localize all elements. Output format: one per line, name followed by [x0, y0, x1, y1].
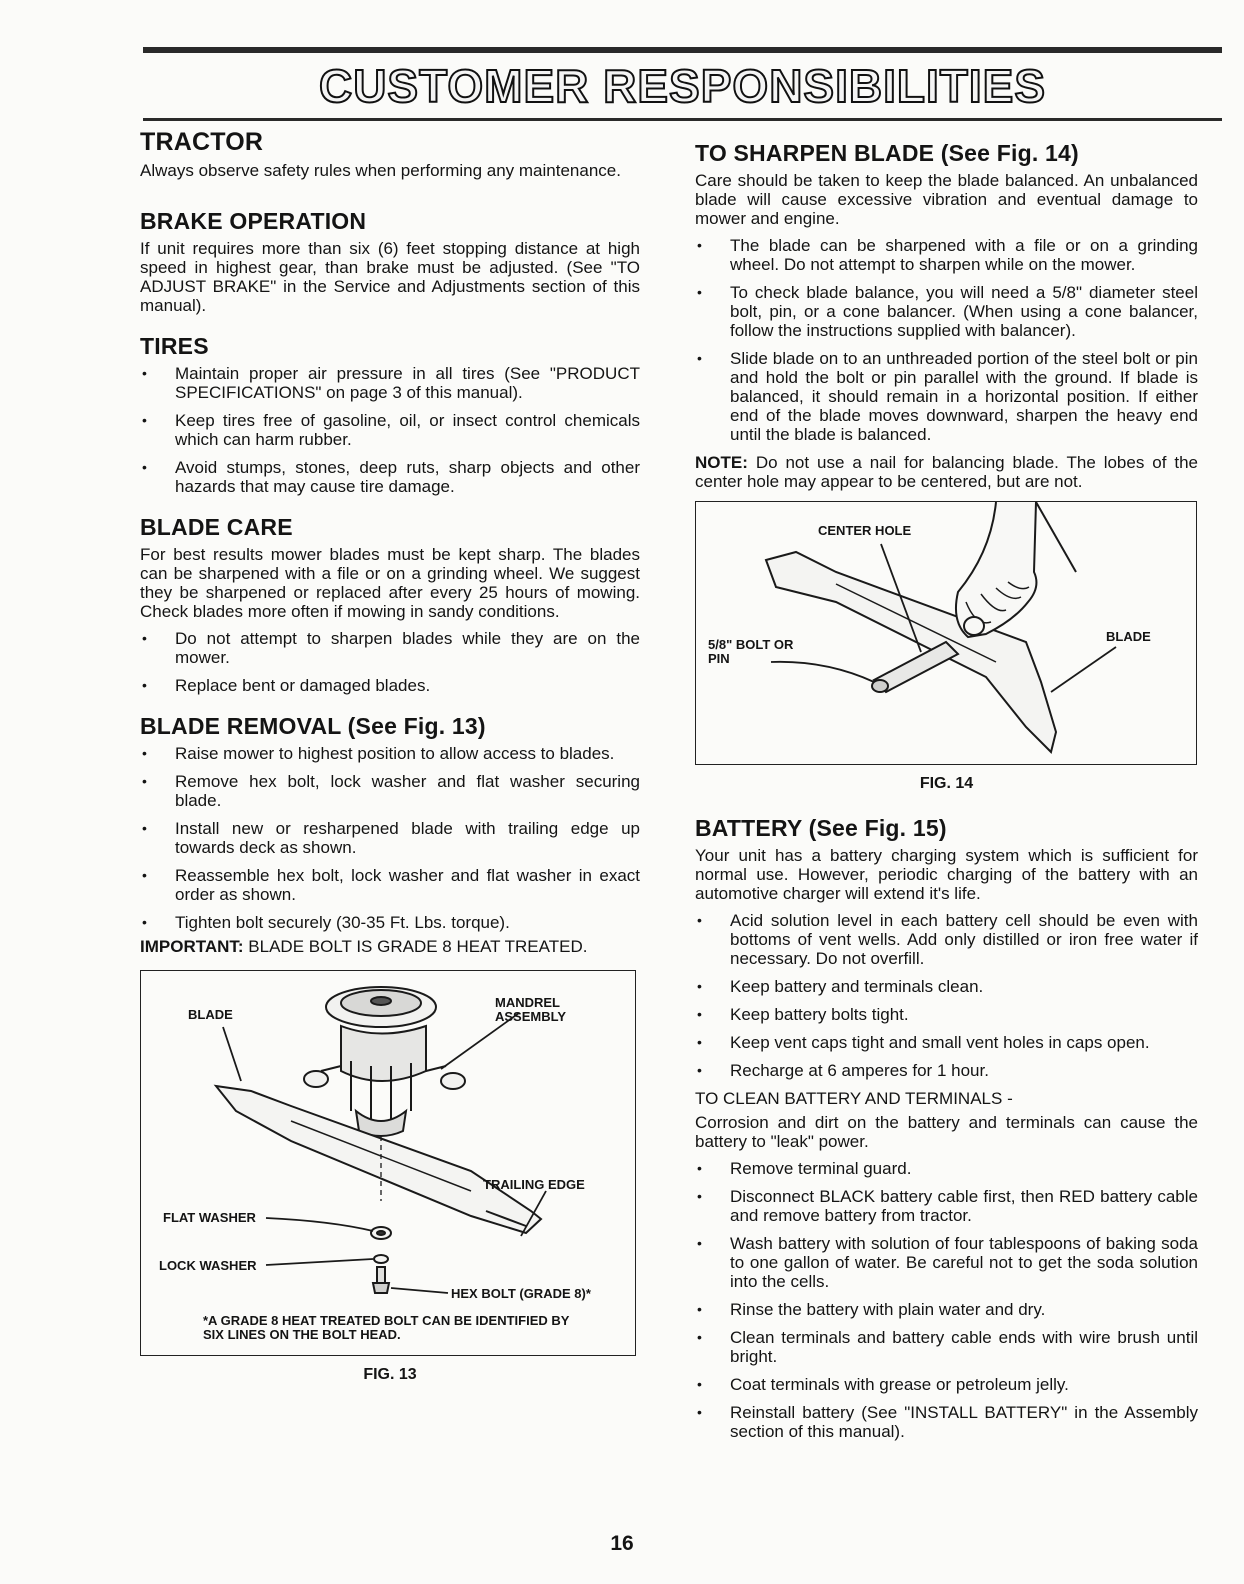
important-text: BLADE BOLT IS GRADE 8 HEAT TREATED. — [248, 937, 588, 956]
clean-battery-text: Corrosion and dirt on the battery and terminals can cause the battery to "leak" power. — [695, 1113, 1198, 1151]
blade-removal-list — [140, 744, 640, 932]
list-item: • Keep tires free of gasoline, oil, or insect control chemicals which can harm rubber. — [140, 411, 640, 449]
tires-heading: TIRES — [140, 333, 209, 359]
figure-14 — [695, 501, 1197, 765]
list-item: • Rinse the battery with plain water and dry. — [695, 1300, 1198, 1319]
page-number: 16 — [610, 1532, 634, 1555]
brake-text: If unit requires more than six (6) feet stopping distance at high speed in highest gear, than brake must be adjusted. (See "TO ADJUST BRAKE" in the Service and Adjustments section of this manual). — [140, 239, 640, 315]
list-item: • Avoid stumps, stones, deep ruts, sharp objects and other hazards that may cause tire damage. — [140, 458, 640, 496]
figure-13 — [140, 970, 636, 1356]
brake-section — [140, 208, 640, 315]
fig13-lock-washer-label: LOCK WASHER — [159, 1258, 257, 1273]
fig14-center-hole-label: CENTER HOLE — [818, 523, 912, 538]
note-text: Do not use a nail for balancing blade. The lobes of the center hole may appear to be centered, but are not. — [695, 453, 1198, 491]
clean-battery-list — [695, 1159, 1198, 1441]
battery-heading: BATTERY (See Fig. 15) — [695, 815, 947, 841]
list-item: • Install new or resharpened blade with trailing edge up towards deck as shown. — [140, 819, 640, 857]
list-item: • Recharge at 6 amperes for 1 hour. — [695, 1061, 1198, 1080]
note-label: NOTE: — [695, 453, 748, 472]
list-item: • Remove terminal guard. — [695, 1159, 1198, 1178]
fig13-mandrel-label: MANDREL ASSEMBLY — [495, 995, 567, 1024]
list-item: • Replace bent or damaged blades. — [140, 676, 640, 695]
list-item: • Disconnect BLACK battery cable first, then RED battery cable and remove battery from tractor. — [695, 1187, 1198, 1225]
top-rule — [143, 47, 1222, 53]
fig14-caption: FIG. 14 — [919, 775, 974, 792]
tractor-section — [140, 128, 640, 180]
battery-text: Your unit has a battery charging system which is sufficient for normal use. However, periodic charging of the battery with an automotive charger will extend it's life. — [695, 846, 1198, 903]
blade-care-section — [140, 514, 640, 695]
sharpen-note — [695, 453, 1198, 491]
list-item: • Coat terminals with grease or petroleum jelly. — [695, 1375, 1198, 1394]
sharpen-section — [695, 140, 1198, 491]
important-note — [140, 937, 640, 956]
list-item: • Keep battery and terminals clean. — [695, 977, 1198, 996]
right-column — [695, 140, 1198, 1459]
list-item: • To check blade balance, you will need a 5/8" diameter steel bolt, pin, or a cone balancer. (When using a cone balancer, follow the instructions supplied with balancer). — [695, 283, 1198, 340]
blade-removal-section — [140, 713, 640, 956]
left-column — [140, 128, 640, 1384]
list-item: • Raise mower to highest position to allow access to blades. — [140, 744, 640, 763]
tires-list — [140, 364, 640, 496]
sharpen-list — [695, 236, 1198, 444]
list-item: • The blade can be sharpened with a file or on a grinding wheel. Do not attempt to sharpen while on the mower. — [695, 236, 1198, 274]
fig13-trailing-edge-label: TRAILING EDGE — [483, 1177, 585, 1192]
fig14-blade-label: BLADE — [1106, 629, 1151, 644]
fig13-blade-label: BLADE — [188, 1007, 233, 1022]
fig13-hex-bolt-label: HEX BOLT (GRADE 8)* — [451, 1286, 591, 1301]
fig13-flat-washer-label: FLAT WASHER — [163, 1210, 256, 1225]
tractor-heading: TRACTOR — [140, 128, 264, 156]
fig14-bolt-label: 5/8" BOLT OR PIN — [708, 637, 794, 666]
list-item: • Keep battery bolts tight. — [695, 1005, 1198, 1024]
tires-section — [140, 333, 640, 496]
tractor-text: Always observe safety rules when performing any maintenance. — [140, 161, 621, 180]
clean-battery-heading: TO CLEAN BATTERY AND TERMINALS - — [695, 1089, 1013, 1108]
list-item: • Tighten bolt securely (30-35 Ft. Lbs. torque). — [140, 913, 640, 932]
list-item: • Acid solution level in each battery cell should be even with bottoms of vent wells. Add only distilled or iron free water if necessary. Do not overfill. — [695, 911, 1198, 968]
list-item: • Clean terminals and battery cable ends with wire brush until bright. — [695, 1328, 1198, 1366]
title-underline — [143, 118, 1222, 121]
list-item: • Maintain proper air pressure in all tires (See "PRODUCT SPECIFICATIONS" on page 3 of this manual). — [140, 364, 640, 402]
blade-care-heading: BLADE CARE — [140, 514, 293, 540]
fig13-caption: FIG. 13 — [363, 1366, 417, 1383]
list-item: • Wash battery with solution of four tablespoons of baking soda to one gallon of water. Be careful not to get the soda solution into the cells. — [695, 1234, 1198, 1291]
blade-care-list — [140, 629, 640, 695]
sharpen-text: Care should be taken to keep the blade balanced. An unbalanced blade will cause excessive vibration and eventual damage to mower and engine. — [695, 171, 1198, 228]
fig13-footnote: *A GRADE 8 HEAT TREATED BOLT CAN BE IDENTIFIED BY SIX LINES ON THE BOLT HEAD. — [203, 1313, 570, 1342]
list-item: • Slide blade on to an unthreaded portion of the steel bolt or pin and hold the bolt or pin parallel with the ground. If blade is balanced, it should remain in a horizontal position. If either end of the blade moves downward, sharpen the heavy end until the blade is balanced. — [695, 349, 1198, 444]
brake-heading: BRAKE OPERATION — [140, 208, 367, 234]
list-item: • Remove hex bolt, lock washer and flat washer securing blade. — [140, 772, 640, 810]
battery-list — [695, 911, 1198, 1080]
sharpen-heading: TO SHARPEN BLADE (See Fig. 14) — [695, 140, 1079, 166]
blade-removal-heading: BLADE REMOVAL (See Fig. 13) — [140, 713, 486, 739]
list-item: • Keep vent caps tight and small vent holes in caps open. — [695, 1033, 1198, 1052]
battery-section — [695, 815, 1198, 1441]
list-item: • Reinstall battery (See "INSTALL BATTERY" in the Assembly section of this manual). — [695, 1403, 1198, 1441]
page-title: CUSTOMER RESPONSIBILITIES — [318, 60, 1047, 112]
important-label: IMPORTANT: — [140, 937, 244, 956]
list-item: • Do not attempt to sharpen blades while they are on the mower. — [140, 629, 640, 667]
list-item: • Reassemble hex bolt, lock washer and flat washer in exact order as shown. — [140, 866, 640, 904]
blade-care-text: For best results mower blades must be kept sharp. The blades can be sharpened with a file or on a grinding wheel. We suggest they be sharpened or replaced after every 25 hours of mowing. Check blades more often if mowing in sandy conditions. — [140, 545, 640, 621]
